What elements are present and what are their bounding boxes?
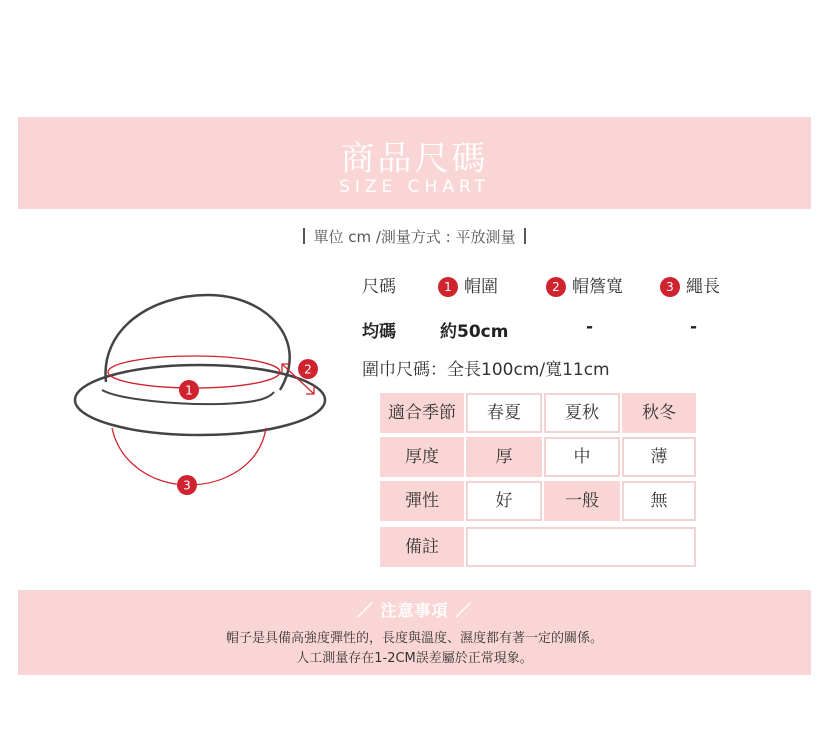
- thickness-option-medium: 中: [544, 437, 620, 477]
- attr-label-remark: 備註: [380, 527, 464, 567]
- thickness-option-thin: 薄: [622, 437, 696, 477]
- size-header-label: 尺碼: [362, 277, 396, 297]
- marker-2-label: 2: [304, 362, 312, 377]
- unit-note-text: 單位 cm /測量方式 : 平放測量: [313, 228, 516, 246]
- col-3-number: 3: [660, 277, 680, 297]
- col-1-label: 帽圍: [464, 277, 498, 297]
- notice-line-1: 帽子是具備高強度彈性的，長度與溫度、濕度都有著一定的關係。: [225, 631, 603, 646]
- attr-label-season: 適合季節: [380, 393, 464, 433]
- size-row-label: 均碼: [362, 322, 396, 342]
- marker-3: [177, 475, 197, 495]
- banner-subtitle: SIZE CHART: [339, 177, 490, 197]
- scarf-size-note: 圍巾尺碼：全長100cm/寬11cm: [362, 360, 610, 380]
- col-2-label: 帽簷寬: [572, 277, 623, 297]
- size-row-value-1: 約50cm: [440, 322, 509, 342]
- divider-right: [524, 228, 526, 244]
- season-option-spring-summer: 春夏: [466, 393, 542, 433]
- hat-brim: [75, 362, 325, 435]
- col-1-number: 1: [438, 277, 458, 297]
- size-col-1: [438, 272, 498, 297]
- notice-section: [18, 590, 811, 675]
- size-row-value-3: -: [690, 317, 698, 337]
- elasticity-option-none: 無: [622, 481, 696, 521]
- hat-diagram: [60, 280, 360, 510]
- size-row-value-2: -: [586, 317, 594, 337]
- attr-label-thickness: 厚度: [380, 437, 464, 477]
- elasticity-option-good: 好: [466, 481, 542, 521]
- thickness-option-thick: 厚: [466, 437, 542, 477]
- hat-crown: [106, 295, 290, 390]
- size-table-header: [362, 272, 762, 296]
- remark-value: [466, 527, 696, 567]
- notice-heading: ／ 注意事項 ／: [356, 601, 473, 620]
- marker-3-label: 3: [183, 478, 191, 493]
- size-col-2: [546, 272, 623, 297]
- size-table-row: [362, 317, 762, 341]
- marker-2: [298, 359, 318, 379]
- col-3-label: 繩長: [686, 277, 720, 297]
- banner-title: 商品尺碼: [340, 139, 489, 179]
- season-option-autumn-winter: 秋冬: [622, 393, 696, 433]
- divider-left: [303, 228, 305, 244]
- col-2-number: 2: [546, 277, 566, 297]
- unit-note: [0, 226, 829, 247]
- season-option-summer-autumn: 夏秋: [544, 393, 620, 433]
- marker-1-label: 1: [185, 383, 193, 398]
- notice-line-2: 人工測量存在1-2CM誤差屬於正常現象。: [296, 651, 533, 666]
- elasticity-option-normal: 一般: [544, 481, 620, 521]
- attr-label-elasticity: 彈性: [380, 481, 464, 521]
- marker-1: [179, 380, 199, 400]
- size-col-3: [660, 272, 720, 297]
- size-chart-banner: [18, 117, 811, 209]
